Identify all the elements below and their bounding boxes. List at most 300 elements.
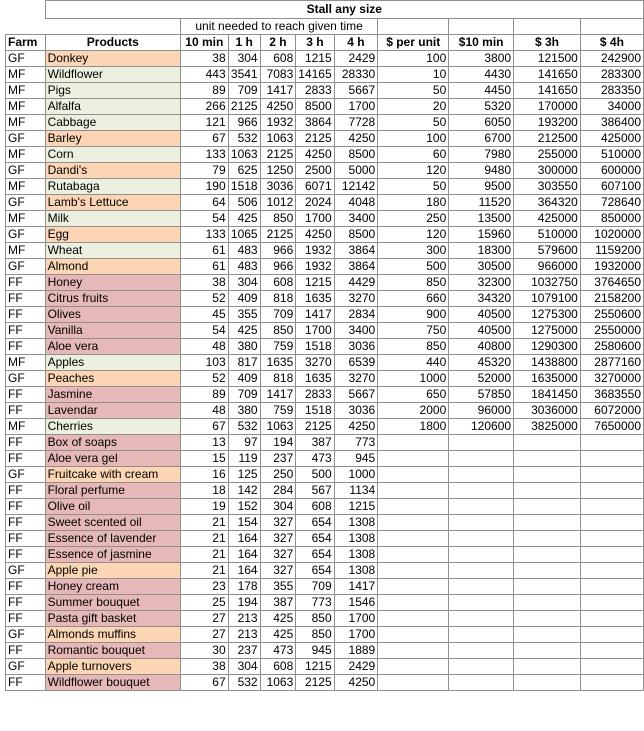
cell-qty-2h[interactable]: 1250 [260,163,296,179]
cell-qty-1h[interactable]: 1063 [228,147,260,163]
cell-earn-4h[interactable]: 1020000 [580,227,643,243]
cell-qty-4h[interactable]: 3864 [334,243,378,259]
cell-earn-3h[interactable]: 3825000 [514,419,581,435]
cell-qty-10min[interactable]: 38 [181,659,229,675]
cell-farm[interactable]: FF [6,323,46,339]
cell-price-per-unit[interactable] [378,675,449,691]
cell-earn-10min[interactable]: 57850 [449,387,514,403]
cell-farm[interactable]: MF [6,355,46,371]
cell-earn-4h[interactable]: 2877160 [580,355,643,371]
cell-qty-3h[interactable]: 3864 [296,115,334,131]
cell-qty-3h[interactable]: 4250 [296,147,334,163]
cell-earn-3h[interactable]: 212500 [514,131,581,147]
cell-qty-1h[interactable]: 194 [228,595,260,611]
empty-cell[interactable] [580,19,643,35]
cell-earn-10min[interactable] [449,579,514,595]
cell-qty-3h[interactable]: 4250 [296,227,334,243]
cell-earn-10min[interactable]: 9500 [449,179,514,195]
cell-price-per-unit[interactable]: 50 [378,179,449,195]
cell-farm[interactable]: FF [6,483,46,499]
cell-qty-10min[interactable]: 443 [181,67,229,83]
cell-qty-10min[interactable]: 89 [181,83,229,99]
cell-qty-3h[interactable]: 1417 [296,307,334,323]
cell-earn-10min[interactable] [449,563,514,579]
cell-qty-10min[interactable]: 133 [181,227,229,243]
cell-qty-2h[interactable]: 709 [260,307,296,323]
cell-qty-1h[interactable]: 425 [228,323,260,339]
cell-qty-1h[interactable]: 164 [228,531,260,547]
cell-earn-3h[interactable] [514,515,581,531]
cell-earn-3h[interactable]: 510000 [514,227,581,243]
cell-qty-1h[interactable]: 817 [228,355,260,371]
cell-farm[interactable]: MF [6,99,46,115]
cell-qty-1h[interactable]: 532 [228,131,260,147]
cell-qty-1h[interactable]: 154 [228,515,260,531]
cell-farm[interactable]: FF [6,435,46,451]
cell-earn-3h[interactable] [514,611,581,627]
cell-farm[interactable]: FF [6,515,46,531]
cell-qty-1h[interactable]: 125 [228,467,260,483]
cell-qty-4h[interactable]: 3270 [334,371,378,387]
cell-earn-10min[interactable]: 11520 [449,195,514,211]
cell-qty-10min[interactable]: 61 [181,243,229,259]
cell-qty-1h[interactable]: 304 [228,659,260,675]
cell-farm[interactable]: FF [6,275,46,291]
cell-qty-1h[interactable]: 409 [228,291,260,307]
header-price-3h[interactable]: $ 3h [514,35,581,51]
cell-earn-4h[interactable] [580,467,643,483]
cell-product[interactable]: Donkey [45,51,180,67]
cell-qty-3h[interactable]: 1635 [296,371,334,387]
cell-qty-1h[interactable]: 1518 [228,179,260,195]
cell-qty-2h[interactable]: 608 [260,51,296,67]
cell-qty-3h[interactable]: 2500 [296,163,334,179]
cell-qty-10min[interactable]: 67 [181,675,229,691]
cell-product[interactable]: Honey [45,275,180,291]
cell-earn-10min[interactable] [449,467,514,483]
cell-farm[interactable]: FF [6,675,46,691]
cell-qty-10min[interactable]: 52 [181,371,229,387]
cell-earn-3h[interactable] [514,467,581,483]
cell-qty-4h[interactable]: 2429 [334,659,378,675]
cell-qty-10min[interactable]: 27 [181,611,229,627]
cell-earn-4h[interactable] [580,499,643,515]
cell-product[interactable]: Rutabaga [45,179,180,195]
cell-price-per-unit[interactable]: 60 [378,147,449,163]
cell-farm[interactable]: MF [6,147,46,163]
cell-qty-1h[interactable]: 1065 [228,227,260,243]
cell-farm[interactable]: GF [6,563,46,579]
cell-qty-3h[interactable]: 8500 [296,99,334,115]
cell-earn-4h[interactable] [580,579,643,595]
cell-earn-3h[interactable] [514,563,581,579]
cell-qty-1h[interactable]: 380 [228,339,260,355]
cell-earn-4h[interactable] [580,595,643,611]
cell-qty-10min[interactable]: 103 [181,355,229,371]
header-1h[interactable]: 1 h [228,35,260,51]
cell-earn-3h[interactable]: 121500 [514,51,581,67]
cell-qty-10min[interactable]: 67 [181,131,229,147]
cell-farm[interactable]: GF [6,467,46,483]
cell-qty-1h[interactable]: 164 [228,563,260,579]
cell-product[interactable]: Lamb's Lettuce [45,195,180,211]
cell-earn-4h[interactable]: 425000 [580,131,643,147]
cell-price-per-unit[interactable]: 650 [378,387,449,403]
cell-product[interactable]: Floral perfume [45,483,180,499]
cell-product[interactable]: Wildflower bouquet [45,675,180,691]
cell-earn-4h[interactable] [580,563,643,579]
cell-product[interactable]: Citrus fruits [45,291,180,307]
cell-qty-2h[interactable]: 759 [260,339,296,355]
cell-earn-10min[interactable]: 40800 [449,339,514,355]
cell-farm[interactable]: FF [6,499,46,515]
cell-farm[interactable]: MF [6,211,46,227]
cell-qty-1h[interactable]: 506 [228,195,260,211]
cell-qty-3h[interactable]: 1700 [296,323,334,339]
cell-earn-10min[interactable] [449,483,514,499]
cell-farm[interactable]: FF [6,387,46,403]
cell-qty-4h[interactable]: 4250 [334,419,378,435]
cell-qty-2h[interactable]: 1063 [260,419,296,435]
cell-qty-3h[interactable]: 709 [296,579,334,595]
cell-qty-4h[interactable]: 1417 [334,579,378,595]
cell-earn-4h[interactable]: 283300 [580,67,643,83]
cell-qty-10min[interactable]: 27 [181,627,229,643]
cell-qty-1h[interactable]: 142 [228,483,260,499]
cell-earn-3h[interactable]: 364320 [514,195,581,211]
cell-earn-10min[interactable]: 15960 [449,227,514,243]
cell-qty-3h[interactable]: 1518 [296,339,334,355]
cell-qty-4h[interactable]: 4429 [334,275,378,291]
cell-price-per-unit[interactable] [378,451,449,467]
cell-earn-4h[interactable]: 1932000 [580,259,643,275]
cell-price-per-unit[interactable]: 120 [378,163,449,179]
cell-earn-10min[interactable]: 9480 [449,163,514,179]
cell-earn-4h[interactable]: 3270000 [580,371,643,387]
cell-earn-3h[interactable]: 1275300 [514,307,581,323]
cell-qty-1h[interactable]: 709 [228,387,260,403]
cell-product[interactable]: Milk [45,211,180,227]
cell-qty-1h[interactable]: 532 [228,675,260,691]
cell-qty-2h[interactable]: 1012 [260,195,296,211]
cell-qty-2h[interactable]: 250 [260,467,296,483]
cell-earn-3h[interactable] [514,659,581,675]
cell-product[interactable]: Box of soaps [45,435,180,451]
cell-qty-2h[interactable]: 4250 [260,99,296,115]
cell-earn-10min[interactable]: 13500 [449,211,514,227]
cell-qty-1h[interactable]: 483 [228,243,260,259]
cell-earn-4h[interactable] [580,531,643,547]
cell-qty-2h[interactable]: 473 [260,643,296,659]
cell-qty-1h[interactable]: 178 [228,579,260,595]
cell-qty-4h[interactable]: 1889 [334,643,378,659]
cell-qty-4h[interactable]: 1215 [334,499,378,515]
cell-earn-10min[interactable]: 4450 [449,83,514,99]
cell-farm[interactable]: FF [6,451,46,467]
cell-farm[interactable]: MF [6,243,46,259]
cell-qty-1h[interactable]: 355 [228,307,260,323]
cell-earn-3h[interactable] [514,483,581,499]
cell-qty-2h[interactable]: 425 [260,627,296,643]
cell-qty-3h[interactable]: 473 [296,451,334,467]
cell-qty-4h[interactable]: 4250 [334,675,378,691]
cell-earn-4h[interactable] [580,547,643,563]
cell-qty-4h[interactable]: 3036 [334,403,378,419]
cell-earn-3h[interactable]: 1438800 [514,355,581,371]
cell-farm[interactable]: GF [6,259,46,275]
cell-earn-10min[interactable] [449,627,514,643]
cell-qty-2h[interactable]: 1417 [260,387,296,403]
header-price-4h[interactable]: $ 4h [580,35,643,51]
cell-earn-10min[interactable]: 7980 [449,147,514,163]
cell-earn-4h[interactable]: 2550600 [580,307,643,323]
cell-qty-1h[interactable]: 304 [228,51,260,67]
cell-qty-3h[interactable]: 654 [296,563,334,579]
cell-qty-3h[interactable]: 2125 [296,419,334,435]
cell-earn-10min[interactable] [449,595,514,611]
header-price-per-unit[interactable]: $ per unit [378,35,449,51]
cell-earn-3h[interactable] [514,547,581,563]
cell-qty-3h[interactable]: 1215 [296,275,334,291]
cell-product[interactable]: Cabbage [45,115,180,131]
cell-qty-2h[interactable]: 1417 [260,83,296,99]
cell-farm[interactable]: FF [6,547,46,563]
cell-farm[interactable]: GF [6,51,46,67]
cell-price-per-unit[interactable]: 440 [378,355,449,371]
cell-earn-3h[interactable]: 141650 [514,67,581,83]
cell-qty-3h[interactable]: 2833 [296,387,334,403]
cell-earn-4h[interactable]: 6072000 [580,403,643,419]
cell-qty-4h[interactable]: 2429 [334,51,378,67]
cell-price-per-unit[interactable] [378,483,449,499]
cell-price-per-unit[interactable] [378,643,449,659]
cell-price-per-unit[interactable]: 100 [378,131,449,147]
cell-product[interactable]: Summer bouquet [45,595,180,611]
cell-qty-2h[interactable]: 194 [260,435,296,451]
cell-earn-3h[interactable]: 300000 [514,163,581,179]
cell-earn-10min[interactable]: 40500 [449,323,514,339]
cell-product[interactable]: Fruitcake with cream [45,467,180,483]
cell-qty-10min[interactable]: 18 [181,483,229,499]
cell-price-per-unit[interactable] [378,563,449,579]
cell-qty-1h[interactable]: 237 [228,643,260,659]
cell-qty-4h[interactable]: 945 [334,451,378,467]
cell-earn-4h[interactable] [580,627,643,643]
cell-price-per-unit[interactable] [378,627,449,643]
cell-product[interactable]: Corn [45,147,180,163]
cell-qty-10min[interactable]: 21 [181,531,229,547]
cell-qty-4h[interactable]: 1308 [334,547,378,563]
cell-earn-4h[interactable]: 2158200 [580,291,643,307]
cell-price-per-unit[interactable] [378,659,449,675]
cell-qty-4h[interactable]: 6539 [334,355,378,371]
cell-qty-2h[interactable]: 1063 [260,675,296,691]
cell-product[interactable]: Jasmine [45,387,180,403]
cell-earn-10min[interactable]: 18300 [449,243,514,259]
cell-qty-10min[interactable]: 38 [181,275,229,291]
cell-qty-3h[interactable]: 2833 [296,83,334,99]
cell-earn-10min[interactable]: 120600 [449,419,514,435]
cell-qty-4h[interactable]: 12142 [334,179,378,195]
cell-qty-2h[interactable]: 1063 [260,131,296,147]
cell-product[interactable]: Egg [45,227,180,243]
cell-qty-10min[interactable]: 38 [181,51,229,67]
cell-farm[interactable]: FF [6,531,46,547]
cell-price-per-unit[interactable]: 1800 [378,419,449,435]
cell-qty-1h[interactable]: 213 [228,627,260,643]
cell-product[interactable]: Lavendar [45,403,180,419]
cell-price-per-unit[interactable] [378,611,449,627]
cell-earn-10min[interactable] [449,675,514,691]
cell-qty-3h[interactable]: 6071 [296,179,334,195]
cell-price-per-unit[interactable]: 750 [378,323,449,339]
cell-farm[interactable]: FF [6,307,46,323]
cell-qty-10min[interactable]: 61 [181,259,229,275]
cell-farm[interactable]: MF [6,179,46,195]
cell-qty-1h[interactable]: 625 [228,163,260,179]
cell-farm[interactable]: FF [6,595,46,611]
cell-qty-1h[interactable]: 213 [228,611,260,627]
cell-qty-3h[interactable]: 14165 [296,67,334,83]
cell-qty-3h[interactable]: 1932 [296,243,334,259]
cell-earn-4h[interactable]: 2550000 [580,323,643,339]
cell-qty-4h[interactable]: 1308 [334,531,378,547]
cell-earn-10min[interactable] [449,531,514,547]
header-2h[interactable]: 2 h [260,35,296,51]
cell-earn-3h[interactable]: 170000 [514,99,581,115]
cell-price-per-unit[interactable]: 50 [378,115,449,131]
cell-earn-4h[interactable] [580,659,643,675]
cell-qty-10min[interactable]: 52 [181,291,229,307]
cell-qty-2h[interactable]: 1932 [260,115,296,131]
cell-product[interactable]: Peaches [45,371,180,387]
cell-qty-10min[interactable]: 25 [181,595,229,611]
cell-earn-10min[interactable] [449,611,514,627]
cell-earn-4h[interactable] [580,643,643,659]
cell-earn-10min[interactable]: 34320 [449,291,514,307]
cell-product[interactable]: Dandi's [45,163,180,179]
cell-earn-4h[interactable] [580,483,643,499]
sheet-title[interactable]: Stall any size [45,1,643,19]
cell-earn-4h[interactable]: 242900 [580,51,643,67]
cell-qty-2h[interactable]: 2125 [260,147,296,163]
cell-qty-10min[interactable]: 15 [181,451,229,467]
cell-earn-4h[interactable] [580,515,643,531]
cell-product[interactable]: Apple pie [45,563,180,579]
cell-qty-10min[interactable]: 266 [181,99,229,115]
cell-qty-1h[interactable]: 152 [228,499,260,515]
cell-price-per-unit[interactable]: 850 [378,339,449,355]
cell-qty-10min[interactable]: 30 [181,643,229,659]
cell-farm[interactable]: FF [6,339,46,355]
cell-earn-10min[interactable] [449,499,514,515]
cell-qty-2h[interactable]: 7083 [260,67,296,83]
cell-qty-1h[interactable]: 119 [228,451,260,467]
cell-qty-2h[interactable]: 2125 [260,227,296,243]
cell-qty-10min[interactable]: 64 [181,195,229,211]
cell-qty-2h[interactable]: 327 [260,563,296,579]
cell-price-per-unit[interactable] [378,547,449,563]
cell-product[interactable]: Olives [45,307,180,323]
cell-product[interactable]: Romantic bouquet [45,643,180,659]
cell-qty-4h[interactable]: 5000 [334,163,378,179]
cell-earn-3h[interactable]: 425000 [514,211,581,227]
cell-product[interactable]: Aloe vera gel [45,451,180,467]
cell-qty-10min[interactable]: 21 [181,515,229,531]
cell-qty-4h[interactable]: 4048 [334,195,378,211]
cell-qty-3h[interactable]: 1700 [296,211,334,227]
cell-earn-10min[interactable]: 3800 [449,51,514,67]
cell-earn-4h[interactable]: 2580600 [580,339,643,355]
cell-earn-10min[interactable]: 45320 [449,355,514,371]
cell-earn-10min[interactable]: 5320 [449,99,514,115]
cell-qty-1h[interactable]: 164 [228,547,260,563]
cell-farm[interactable]: MF [6,83,46,99]
cell-farm[interactable]: GF [6,131,46,147]
cell-qty-4h[interactable]: 5667 [334,387,378,403]
cell-qty-10min[interactable]: 89 [181,387,229,403]
cell-qty-1h[interactable]: 409 [228,371,260,387]
cell-earn-3h[interactable] [514,675,581,691]
cell-earn-4h[interactable] [580,675,643,691]
cell-qty-4h[interactable]: 1700 [334,627,378,643]
cell-farm[interactable]: MF [6,115,46,131]
cell-earn-10min[interactable] [449,547,514,563]
cell-earn-4h[interactable]: 3683550 [580,387,643,403]
header-farm[interactable]: Farm [6,35,46,51]
header-10min[interactable]: 10 min [181,35,229,51]
cell-qty-4h[interactable]: 1700 [334,611,378,627]
cell-price-per-unit[interactable]: 20 [378,99,449,115]
cell-earn-4h[interactable] [580,435,643,451]
cell-qty-10min[interactable]: 54 [181,211,229,227]
cell-qty-3h[interactable]: 2125 [296,131,334,147]
cell-qty-2h[interactable]: 966 [260,243,296,259]
cell-product[interactable]: Honey cream [45,579,180,595]
cell-earn-3h[interactable]: 1841450 [514,387,581,403]
cell-farm[interactable]: GF [6,163,46,179]
cell-price-per-unit[interactable]: 500 [378,259,449,275]
cell-earn-4h[interactable]: 386400 [580,115,643,131]
cell-product[interactable]: Essence of lavender [45,531,180,547]
cell-product[interactable]: Olive oil [45,499,180,515]
cell-product[interactable]: Apples [45,355,180,371]
cell-qty-1h[interactable]: 304 [228,275,260,291]
cell-product[interactable]: Sweet scented oil [45,515,180,531]
cell-qty-4h[interactable]: 1000 [334,467,378,483]
cell-earn-3h[interactable]: 1290300 [514,339,581,355]
cell-qty-1h[interactable]: 483 [228,259,260,275]
cell-qty-10min[interactable]: 16 [181,467,229,483]
cell-earn-3h[interactable]: 3036000 [514,403,581,419]
cell-earn-3h[interactable] [514,531,581,547]
cell-qty-10min[interactable]: 23 [181,579,229,595]
cell-qty-3h[interactable]: 608 [296,499,334,515]
cell-earn-3h[interactable]: 255000 [514,147,581,163]
cell-earn-4h[interactable]: 283350 [580,83,643,99]
cell-product[interactable]: Alfalfa [45,99,180,115]
cell-qty-3h[interactable]: 567 [296,483,334,499]
empty-cell[interactable] [378,19,449,35]
cell-qty-2h[interactable]: 1635 [260,355,296,371]
cell-price-per-unit[interactable]: 2000 [378,403,449,419]
cell-qty-4h[interactable]: 3270 [334,291,378,307]
cell-qty-10min[interactable]: 133 [181,147,229,163]
cell-product[interactable]: Pasta gift basket [45,611,180,627]
cell-farm[interactable]: FF [6,579,46,595]
cell-price-per-unit[interactable]: 900 [378,307,449,323]
sheet-subtitle[interactable]: unit needed to reach given time [181,19,378,35]
